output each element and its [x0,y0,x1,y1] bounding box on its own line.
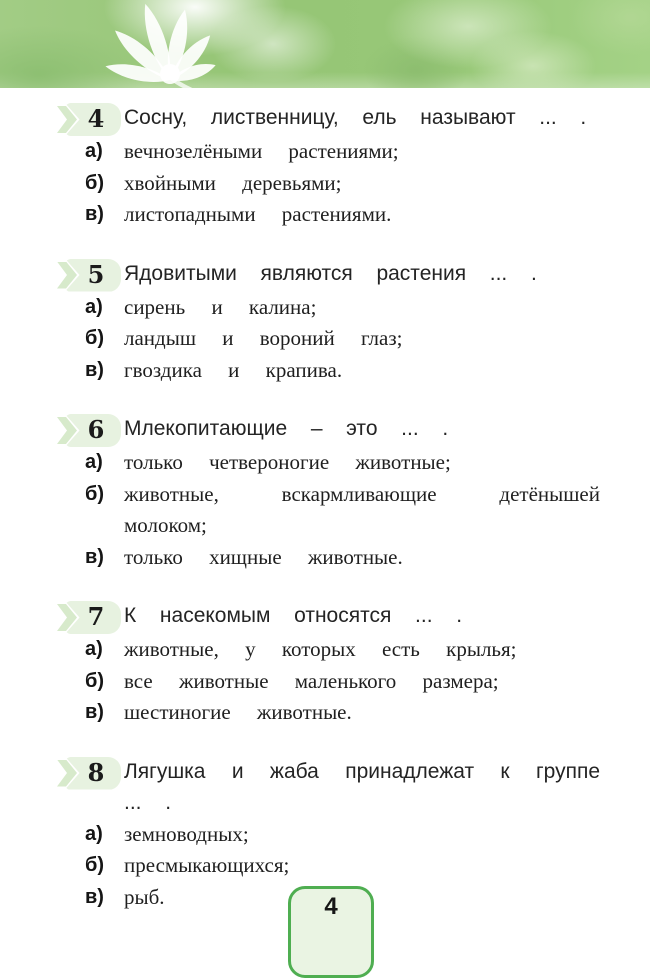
question-stem: Сосну, лиственницу, ель называют ... . [124,106,587,129]
option-text: животные, вскармливающие детёнышей молоком; [124,481,600,537]
option-row [57,634,600,666]
question-number-badge [57,757,121,790]
option-text: рыб. [124,884,165,909]
page-number: 4 [324,893,338,920]
option-row [57,292,600,324]
option-letter: в) [85,701,104,723]
question-number-badge [57,414,121,447]
option-row [57,355,600,387]
option-row [57,850,600,882]
option-text: все животные маленького размера; [124,668,499,693]
option-text: гвоздика и крапива. [124,357,343,382]
question-number: 7 [87,602,105,631]
question-number-badge [57,103,121,136]
question-stem: К насекомым относятся ... . [124,604,463,627]
question-number: 8 [87,757,105,787]
option-text: только хищные животные. [124,544,403,569]
option-row [57,479,600,542]
option-letter: а) [85,140,103,162]
option-text: сирень и калина; [124,294,317,319]
option-row [57,542,600,574]
option-text: шестиногие животные. [124,700,352,724]
leaf-icon [78,0,278,88]
header-decoration [0,0,650,88]
option-row [57,666,600,698]
option-letter: б) [85,171,105,194]
option-row [57,697,600,729]
question-number: 4 [87,104,105,133]
option-text: вечнозелёными растениями; [124,139,399,163]
option-text: листопадными растениями. [124,202,392,226]
option-row [57,819,600,851]
question-number-badge [57,601,121,634]
option-text: земноводных; [124,821,249,846]
quiz-page [0,88,650,913]
question-stem: Ядовитыми являются растения ... . [124,261,537,285]
option-letter: б) [85,327,105,349]
option-letter: в) [85,358,104,381]
option-text: ландыш и вороний глаз; [124,326,403,350]
option-letter: в) [85,545,104,568]
option-letter: в) [85,885,104,908]
option-letter: а) [85,295,103,318]
question-number: 5 [87,259,105,289]
question-block [57,413,600,573]
option-text: хвойными деревьями; [124,170,342,195]
question-number: 6 [87,415,105,444]
option-text: пресмыкающихся; [124,853,290,877]
option-letter: б) [85,854,105,876]
option-row [57,323,600,355]
option-row [57,199,600,231]
question-stem: Лягушка и жаба принадлежат к группе ... . [124,759,600,814]
option-letter: а) [85,451,103,473]
option-letter: б) [85,482,105,505]
option-letter: а) [85,822,103,845]
option-text: только четвероногие животные; [124,450,451,474]
question-block [57,258,600,387]
option-letter: а) [85,638,103,660]
page-number-box [288,886,374,978]
question-stem: Млекопитающие – это ... . [124,417,449,440]
question-block [57,600,600,729]
question-block [57,102,600,231]
option-row [57,447,600,479]
option-row [57,168,600,200]
option-letter: б) [85,669,105,692]
option-letter: в) [85,203,104,225]
option-row [57,136,600,168]
question-number-badge [57,259,121,292]
option-text: животные, у которых есть крылья; [124,637,517,661]
